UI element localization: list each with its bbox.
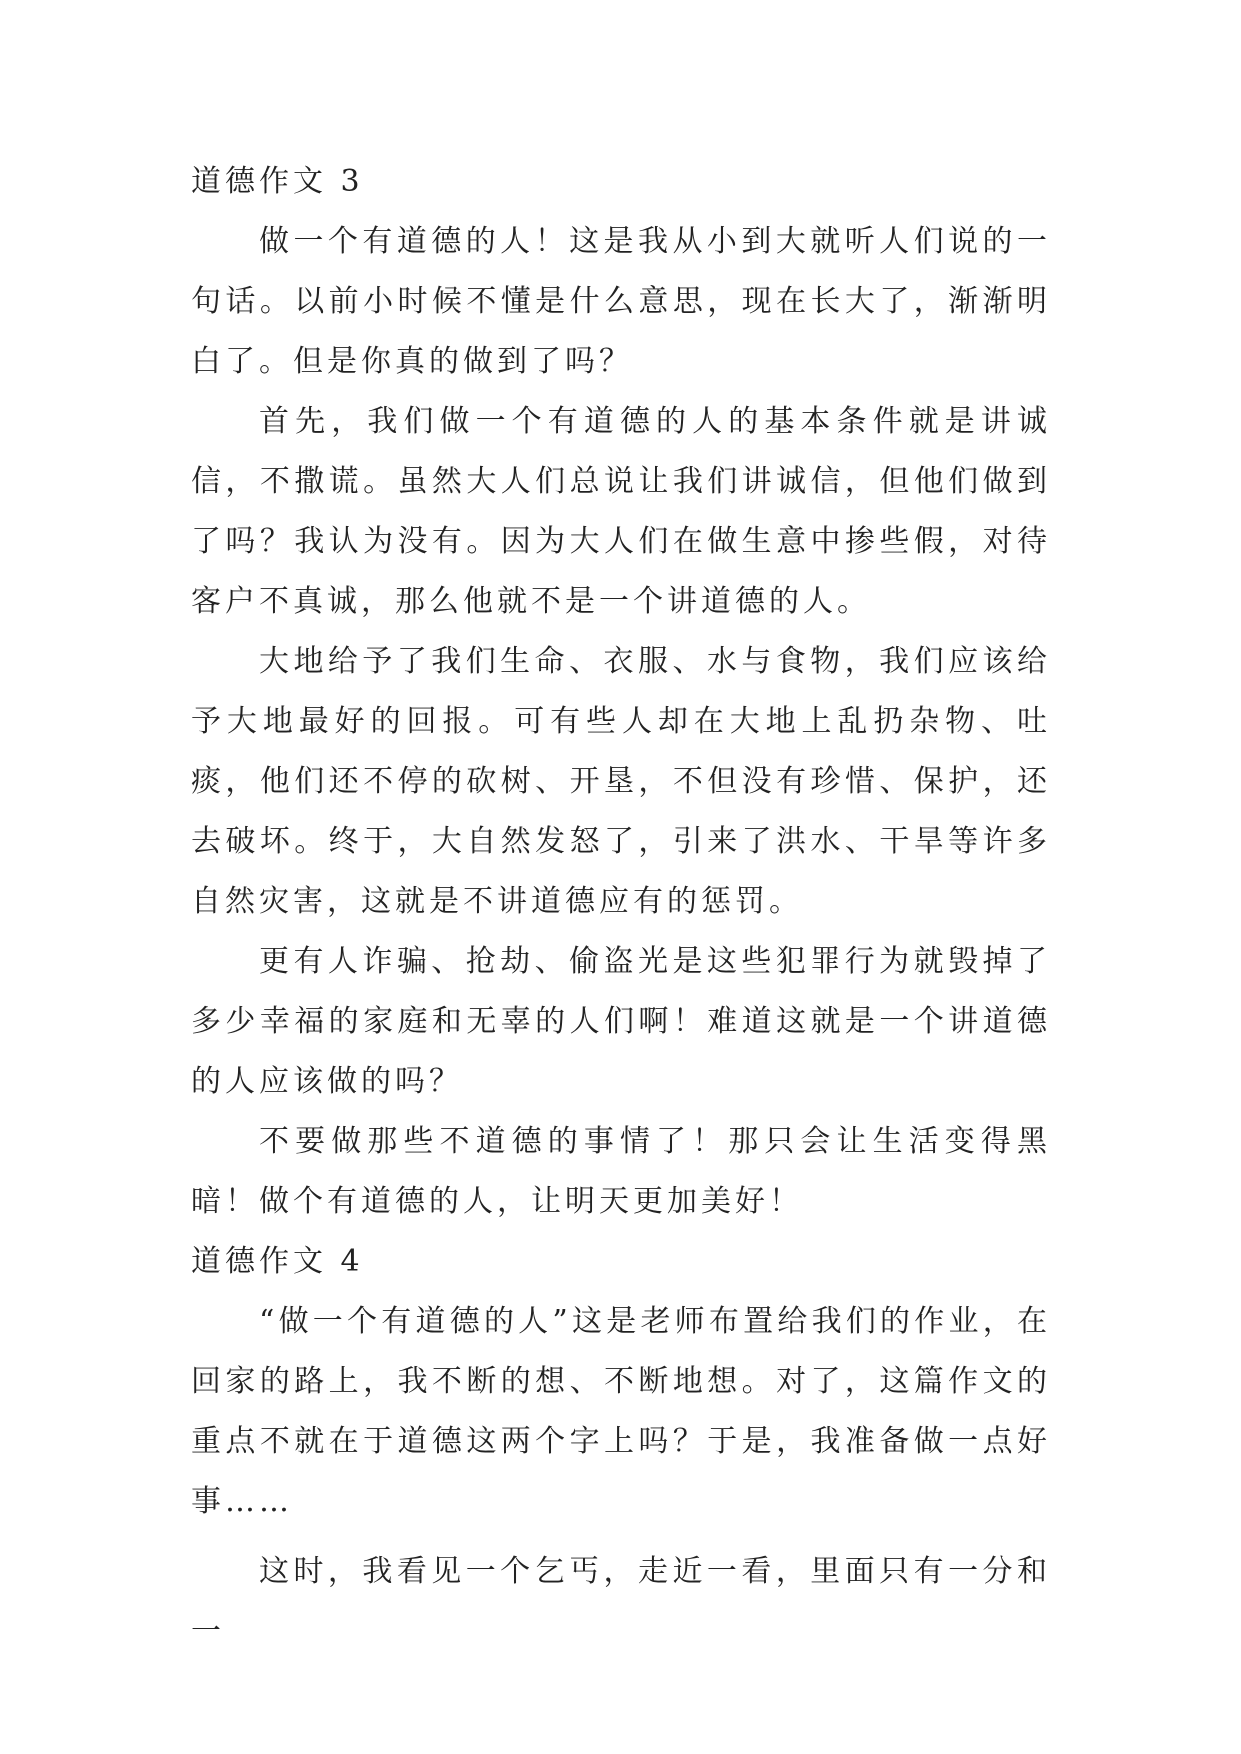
essay-4-title: 道德作文 4: [191, 1244, 364, 1279]
essay-3-paragraph-3: 大地给予了我们生命、衣服、水与食物，我们应该给予大地最好的回报。可有些人却在大地上乱扔杂物、吐痰，他们还不停的砍树、开垦，不但没有珍惜、保护，还去破坏。终于，大自然发怒了，引来了洪水、干旱等许多自然灾害，这就是不讲道德应有的惩罚。: [191, 644, 1051, 919]
essay-3-paragraph-5: 不要做那些不道德的事情了！那只会让生活变得黑暗！做个有道德的人，让明天更加美好！: [191, 1124, 1051, 1219]
document-page: [191, 152, 1051, 1662]
essay-4-paragraph-1: “做一个有道德的人”这是老师布置给我们的作业，在回家的路上，我不断的想、不断地想。对了，这篇作文的重点不就在于道德这两个字上吗？于是，我准备做一点好事……: [191, 1304, 1051, 1519]
essay-3-paragraph-2: 首先，我们做一个有道德的人的基本条件就是讲诚信，不撒谎。虽然大人们总说让我们讲诚信，但他们做到了吗？我认为没有。因为大人们在做生意中掺些假，对待客户不真诚，那么他就不是一个讲道德的人。: [191, 404, 1051, 619]
essay-3-title: 道德作文 3: [191, 164, 364, 199]
essay-4-paragraph-2: 这时，我看见一个乞丐，走近一看，里面只有一分和一: [191, 1554, 1051, 1649]
essay-3-paragraph-1: 做一个有道德的人！这是我从小到大就听人们说的一句话。以前小时候不懂是什么意思，现在长大了，渐渐明白了。但是你真的做到了吗？: [191, 224, 1051, 379]
essay-3-paragraph-4: 更有人诈骗、抢劫、偷盗光是这些犯罪行为就毁掉了多少幸福的家庭和无辜的人们啊！难道这就是一个讲道德的人应该做的吗？: [191, 944, 1051, 1099]
